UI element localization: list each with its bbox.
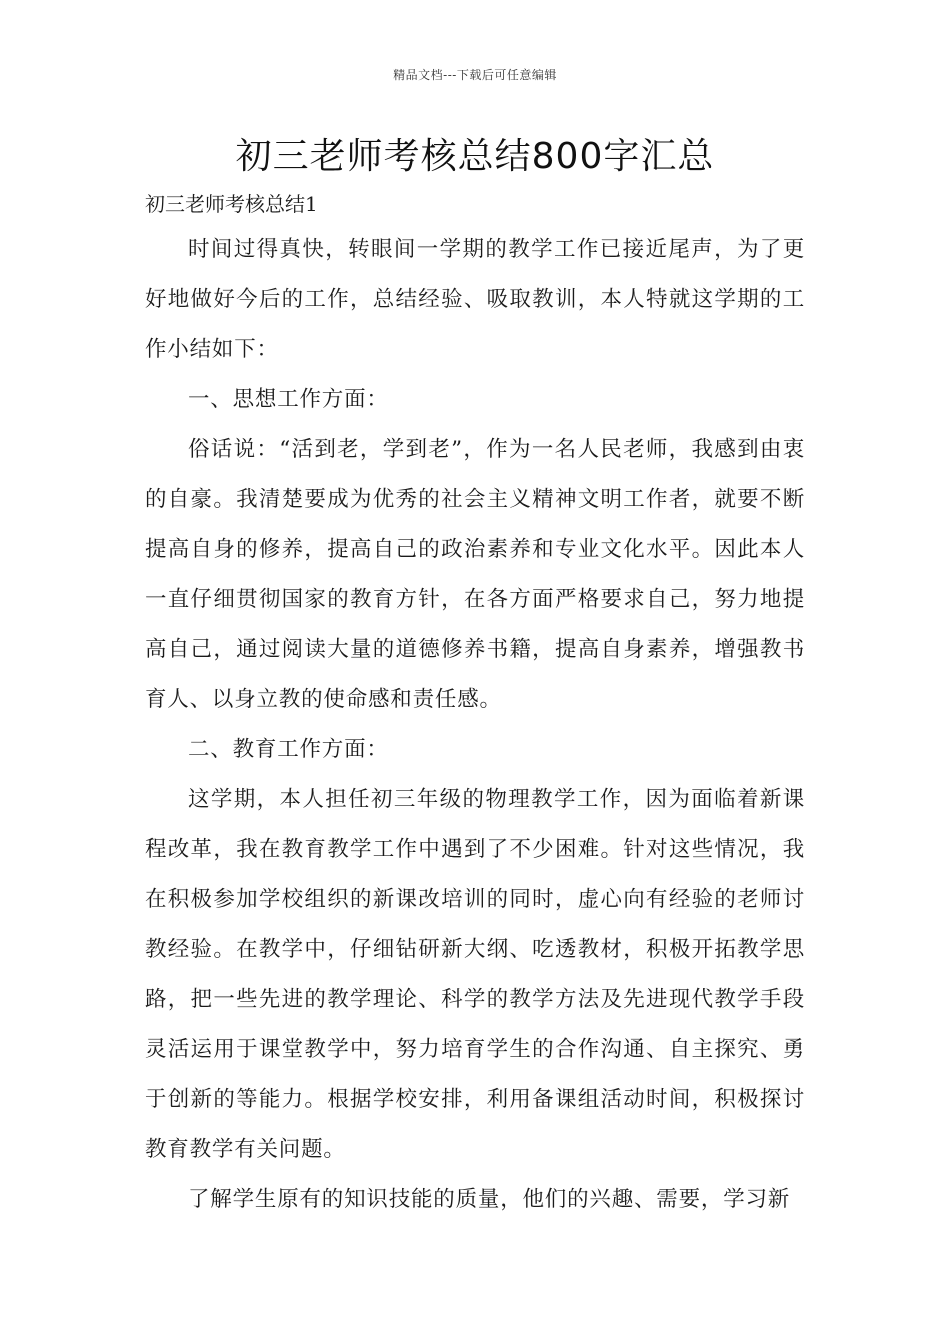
section-heading-education: 二、教育工作方面： bbox=[188, 737, 389, 762]
section-heading-thought: 一、思想工作方面： bbox=[188, 387, 389, 412]
paragraph-students: 了解学生原有的知识技能的质量，他们的兴趣、需要，学习新 bbox=[188, 1187, 791, 1212]
paragraph-education: 这学期，本人担任初三年级的物理教学工作，因为面临着新课程改革，我在教育教学工作中遇到了不少困难。针对这些情况，我在积极参加学校组织的新课改培训的同时，虚心向有经验的老师讨教经验。在教学中，仔细钻研新大纲、吃透教材，积极开拓教学思路，把一些先进的教学理论、科学的教学方法及先进现代教学手段灵活运用于课堂教学中，努力培育学生的合作沟通、自主探究、勇于创新的等能力。根据学校安排，利用备课组活动时间，积极探讨教育教学有关问题。 bbox=[145, 787, 805, 1162]
page-header: 精品文档---下载后可任意编辑 bbox=[393, 68, 557, 82]
paragraph-thought: 俗话说：“活到老，学到老”，作为一名人民老师，我感到由衷的自豪。我清楚要成为优秀的社会主义精神文明工作者，就要不断提高自身的修养，提高自己的政治素养和专业文化水平。因此本人一直仔细贯彻国家的教育方针，在各方面严格要求自己，努力地提高自己，通过阅读大量的道德修养书籍，提高自身素养，增强教书育人、以身立教的使命感和责任感。 bbox=[145, 437, 805, 712]
document-title: 初三老师考核总结800字汇总 bbox=[235, 136, 715, 177]
paragraph-intro: 时间过得真快，转眼间一学期的教学工作已接近尾声，为了更好地做好今后的工作，总结经验、吸取教训，本人特就这学期的工作小结如下： bbox=[145, 237, 805, 362]
document-body bbox=[145, 225, 805, 1225]
document-subtitle: 初三老师考核总结1 bbox=[145, 192, 318, 216]
